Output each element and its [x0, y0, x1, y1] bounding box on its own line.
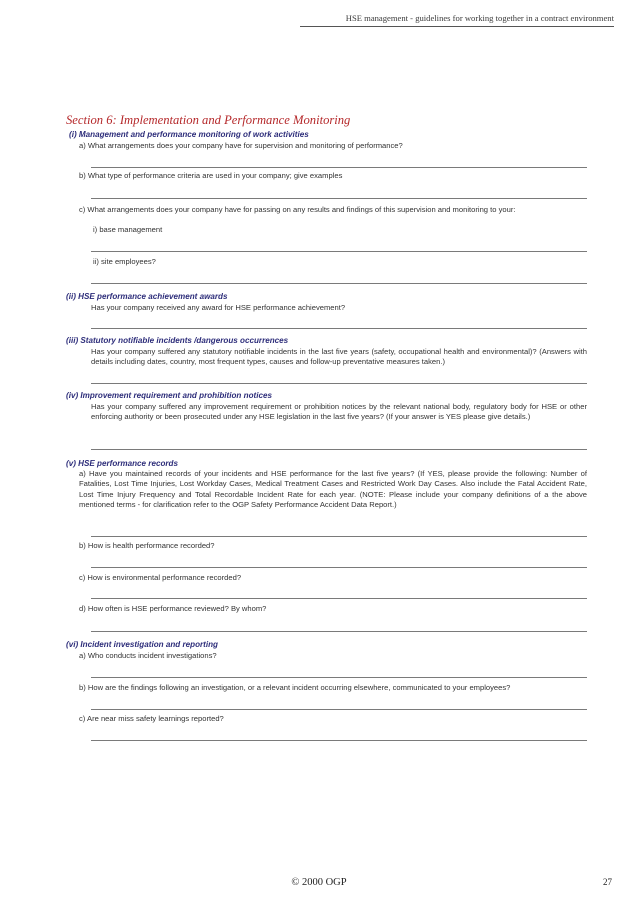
answer-line-2 — [91, 328, 587, 329]
answer-line-4 — [91, 449, 587, 450]
answer-line-5b — [91, 567, 587, 568]
question-2: Has your company received any award for HSE performance achievement? — [91, 303, 346, 312]
question-1c-text: c) What arrangements does your company have for passing on any results and findings of this supervision and monitoring to your: — [79, 205, 516, 214]
answer-line-6b — [91, 709, 587, 710]
subsection-heading-5: (v) HSE performance records — [66, 459, 179, 468]
answer-line-6a — [91, 677, 587, 678]
page-number: 27 — [603, 877, 612, 887]
answer-line-6c — [91, 740, 587, 741]
question-1c — [79, 205, 587, 215]
footer-copyright: © 2000 OGP — [291, 877, 347, 888]
answer-line-5a — [91, 536, 587, 537]
subsection-heading-3: (iii) Statutory notifiable incidents /dangerous occurrences — [66, 336, 289, 345]
answer-line-3 — [91, 383, 587, 384]
subsection-heading-6: (vi) Incident investigation and reporting — [66, 640, 218, 649]
answer-line-5c — [91, 598, 587, 599]
question-1b: b) What type of performance criteria are used in your company; give examples — [79, 171, 343, 180]
question-1c-ii: ii) site employees? — [93, 257, 156, 266]
answer-line-1c-ii — [91, 283, 587, 284]
question-5a: a) Have you maintained records of your incidents and HSE performance for the last five years? (If YES, please provide the following: Number of Fatalities, Lost Time Injuries, Lost Workday Cases, Medical Treatment Cases and Restricted Work Day Cases. Also include the Fatal Accident Rate, Lost Time Injury Frequency and Total Recordable Incident Rate for each year. (NOTE: Please include your company definitions of a the above mentioned terms - for clarification refer to the OGP Safety Performance Accident Data Report.) — [79, 469, 587, 510]
question-5c: c) How is environmental performance recorded? — [79, 573, 242, 582]
question-1a: a) What arrangements does your company have for supervision and monitoring of performance? — [79, 141, 403, 150]
header-rule — [300, 26, 614, 27]
answer-line-1b — [91, 198, 587, 199]
answer-line-1a — [91, 167, 587, 168]
question-1c-i: i) base management — [93, 225, 163, 234]
subsection-heading-2: (ii) HSE performance achievement awards — [66, 292, 228, 301]
section-title: Section 6: Implementation and Performance Monitoring — [66, 113, 351, 127]
question-3: Has your company suffered any statutory notifiable incidents in the last five years (safety, occupational health and environmental)? (Answers with details including dates, country, most frequent types, causes and follow-up preventative measures taken.) — [91, 347, 587, 367]
question-5d: d) How often is HSE performance reviewed? By whom? — [79, 604, 267, 613]
running-header: HSE management - guidelines for working together in a contract environment — [345, 13, 614, 23]
subsection-heading-4: (iv) Improvement requirement and prohibition notices — [66, 391, 272, 400]
answer-line-1c-i — [91, 251, 587, 252]
question-6b: b) How are the findings following an investigation, or a relevant incident occurring elsewhere, communicated to your employees? — [79, 683, 511, 692]
subsection-heading-1: (i) Management and performance monitoring of work activities — [69, 130, 309, 139]
question-6c: c) Are near miss safety learnings reported? — [79, 714, 224, 723]
question-5b: b) How is health performance recorded? — [79, 541, 215, 550]
question-6a: a) Who conducts incident investigations? — [79, 651, 217, 660]
answer-line-5d — [91, 631, 587, 632]
question-4: Has your company suffered any improvement requirement or prohibition notices by the relevant national body, regulatory body for HSE or other enforcing authority or been prosecuted under any HSE legislation in the last five years? (If your answer is YES please give details.) — [91, 402, 587, 422]
